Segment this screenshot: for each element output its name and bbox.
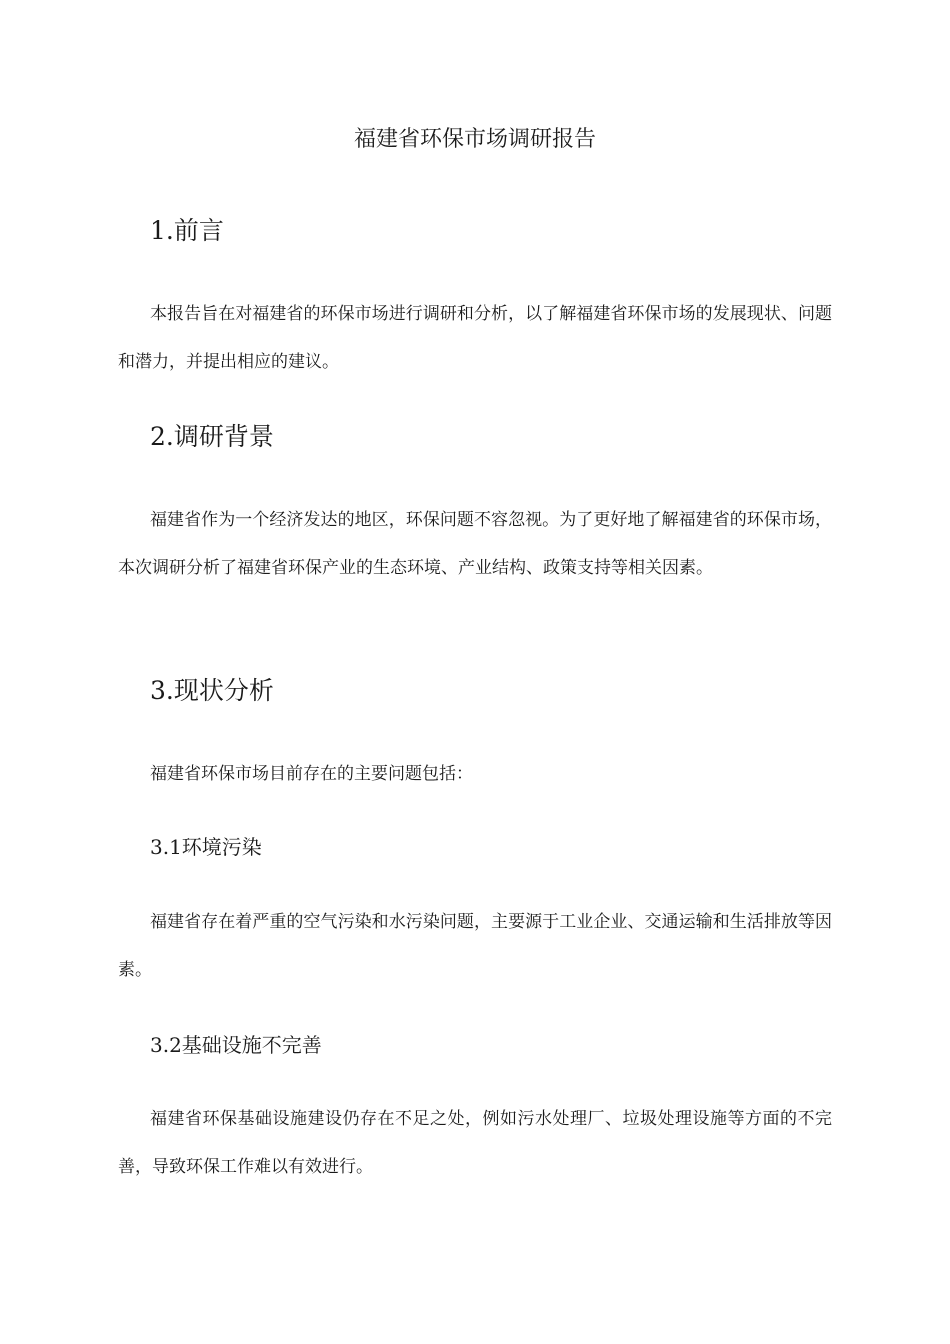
- paragraph-pollution: 福建省存在着严重的空气污染和水污染问题，主要源于工业企业、交通运输和生活排放等因素。: [118, 912, 832, 980]
- section-heading-status: 3.现状分析: [150, 676, 274, 705]
- subsection-heading-infrastructure: 3.2基础设施不完善: [150, 1033, 322, 1057]
- paragraph-preface: 本报告旨在对福建省的环保市场进行调研和分析，以了解福建省环保市场的发展现状、问题和潜力，并提出相应的建议。: [118, 304, 832, 372]
- paragraph-status-intro: 福建省环保市场目前存在的主要问题包括：: [150, 764, 473, 784]
- section-heading-preface: 1.前言: [150, 216, 224, 245]
- paragraph-background: 福建省作为一个经济发达的地区，环保问题不容忽视。为了更好地了解福建省的环保市场，本次调研分析了福建省环保产业的生态环境、产业结构、政策支持等相关因素。: [118, 510, 832, 578]
- document-title: 福建省环保市场调研报告: [353, 127, 596, 152]
- subsection-heading-pollution: 3.1环境污染: [150, 835, 262, 859]
- section-heading-background: 2.调研背景: [150, 422, 274, 451]
- paragraph-infrastructure: 福建省环保基础设施建设仍存在不足之处，例如污水处理厂、垃圾处理设施等方面的不完善，导致环保工作难以有效进行。: [118, 1109, 832, 1177]
